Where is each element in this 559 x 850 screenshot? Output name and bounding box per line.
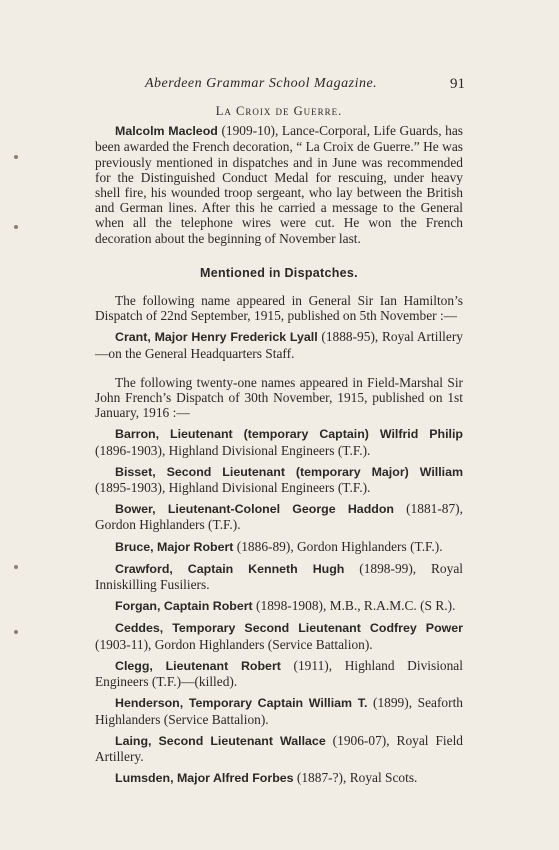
dispatch-entry xyxy=(95,329,463,360)
dispatch-entry xyxy=(95,733,463,764)
person-name: Clegg, Lieutenant Robert xyxy=(115,658,281,673)
person-name: Bruce, Major Robert xyxy=(115,539,234,554)
person-name: Malcolm Macleod xyxy=(115,124,218,139)
margin-mark xyxy=(14,155,18,159)
entry-text: (1888-95), Royal Artillery—on the General Headquarters Staff. xyxy=(95,329,463,361)
paragraph-text: (1909-10), Lance-Corporal, Life Guards, has been awarded the French decoration, “ La Croix de Guerre.” He was previously mentioned in dispatches and in June was recommended for the Distinguished Conduct Medal for rescuing, under heavy shell fire, his wounded troop sergeant, who lay between the British and German lines. After this he carried a message to the General when all the telephone wires were cut. He won the French decoration about the beginning of November last. xyxy=(95,123,464,246)
croix-paragraph xyxy=(95,123,463,246)
person-name: Henderson, Temporary Captain William T. xyxy=(115,696,368,711)
dispatch-intro: The following name appeared in General Sir Ian Hamilton’s Dispatch of 22nd September, 1915, published on 5th November :— xyxy=(95,293,463,324)
entry-text: (1896-1903), Highland Divisional Engineers (T.F.). xyxy=(95,442,371,458)
dispatch-entry xyxy=(95,695,463,726)
dispatch-intro: The following twenty-one names appeared in Field-Marshal Sir John French’s Dispatch of 30th November, 1915, published on 1st January, 1916 :— xyxy=(95,374,463,421)
entry-text: (1887-?), Royal Scots. xyxy=(293,770,418,786)
person-name: Bower, Lieutenant-Colonel George Haddon xyxy=(115,502,394,517)
dispatches-heading: Mentioned in Dispatches. xyxy=(200,265,358,280)
dispatch-entry xyxy=(95,464,463,495)
entry-text: (1898-99), Royal Inniskilling Fusiliers. xyxy=(95,560,463,593)
person-name: Bisset, Second Lieutenant (temporary Major) William xyxy=(115,464,463,479)
margin-mark xyxy=(14,225,18,229)
dispatch-entry xyxy=(95,539,463,555)
dispatch-entry xyxy=(95,620,463,651)
margin-mark xyxy=(14,565,18,569)
person-name: Crant, Major Henry Frederick Lyall xyxy=(115,330,318,345)
entry-text: (1903-11), Gordon Highlanders (Service Battalion). xyxy=(95,636,373,652)
page-number: 91 xyxy=(450,76,465,92)
person-name: Forgan, Captain Robert xyxy=(115,599,253,614)
dispatch-entry xyxy=(95,770,463,786)
entry-text: (1906-07), Royal Field Artillery. xyxy=(95,732,463,764)
entry-text: (1899), Seaforth Highlanders (Service Battalion). xyxy=(95,695,463,727)
dispatch-entry xyxy=(95,561,463,592)
magazine-title: Aberdeen Grammar School Magazine. xyxy=(145,76,378,91)
entry-text: (1886-89), Gordon Highlanders (T.F.). xyxy=(233,538,443,554)
entry-text: (1911), Highland Divisional Engineers (T.F.)—(killed). xyxy=(95,657,463,690)
person-name: Lumsden, Major Alfred Forbes xyxy=(115,771,294,786)
person-name: Ceddes, Temporary Second Lieutenant Codfrey Power xyxy=(115,621,463,636)
person-name: Barron, Lieutenant (temporary Captain) Wilfrid Philip xyxy=(115,427,463,442)
dispatch-entry xyxy=(95,598,463,614)
dispatch-entry xyxy=(95,426,463,457)
person-name: Crawford, Captain Kenneth Hugh xyxy=(115,561,345,576)
page-content xyxy=(95,104,463,792)
dispatch-entry xyxy=(95,501,463,532)
entry-text: (1895-1903), Highland Divisional Engineers (T.F.). xyxy=(95,480,371,496)
croix-de-guerre-title: La Croix de Guerre. xyxy=(215,104,343,118)
entry-text: (1881-87), Gordon Highlanders (T.F.). xyxy=(95,501,463,533)
entry-text: (1898-1908), M.B., R.A.M.C. (S R.). xyxy=(252,598,456,614)
person-name: Laing, Second Lieutenant Wallace xyxy=(115,733,326,748)
dispatch-entry xyxy=(95,658,463,689)
margin-mark xyxy=(14,630,18,634)
